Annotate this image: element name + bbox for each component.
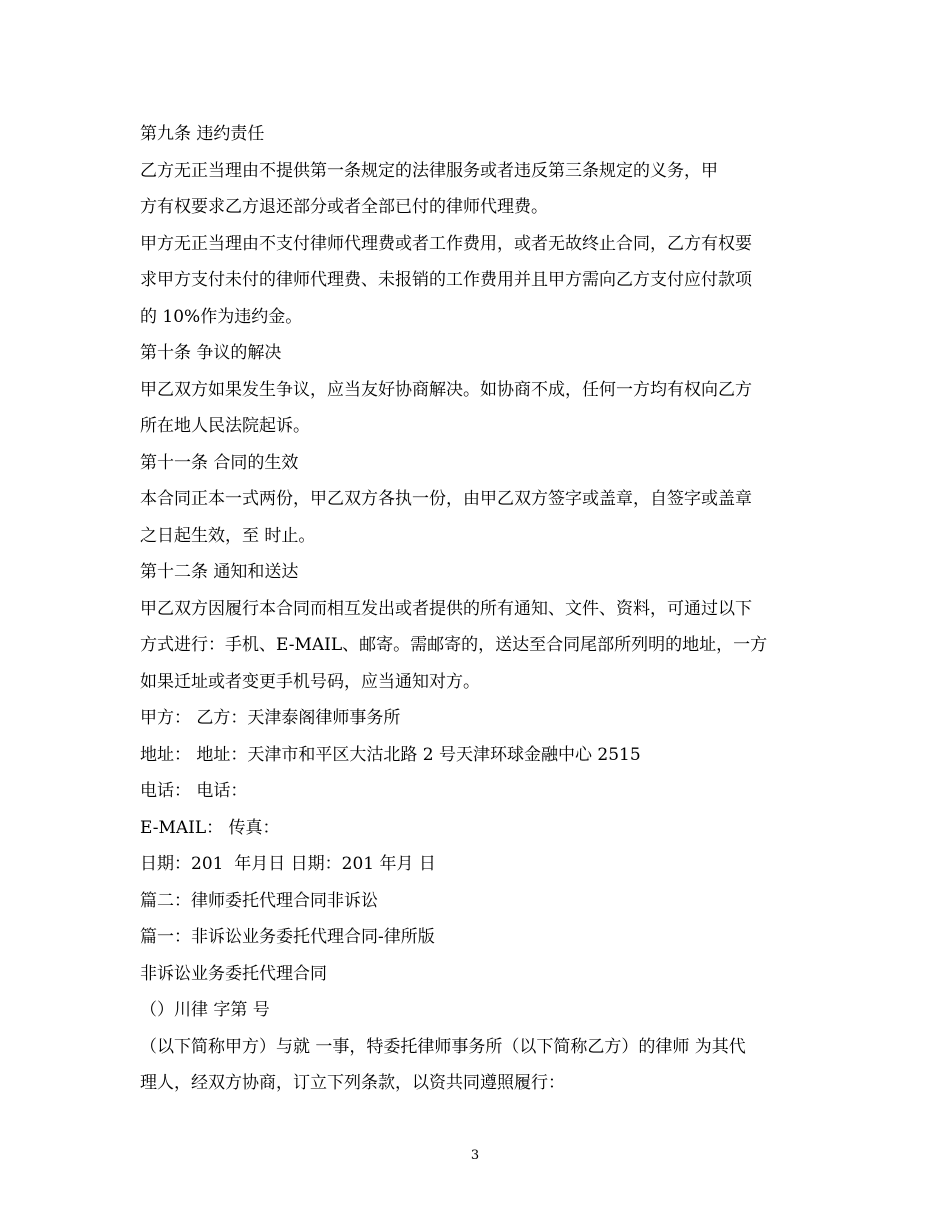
contract-title: 非诉讼业务委托代理合同 xyxy=(140,963,327,984)
phone-line: 电话： 电话： xyxy=(140,781,248,801)
paragraph-line: 求甲方支付未付的律师代理费、未报销的工作费用并且甲方需向乙方支付应付款项 xyxy=(140,270,752,290)
section-title: 篇二：律师委托代理合同非诉讼 xyxy=(140,890,378,911)
heading-article-9: 第九条 违约责任 xyxy=(140,124,265,144)
paragraph-line: 本合同正本一式两份，甲乙双方各执一份，由甲乙双方签字或盖章，自签字或盖章 xyxy=(140,489,752,509)
paragraph-line: 方有权要求乙方退还部分或者全部已付的律师代理费。 xyxy=(140,197,548,217)
paragraph-line: 乙方无正当理由不提供第一条规定的法律服务或者违反第三条规定的义务，甲 xyxy=(140,160,718,181)
page-number: 3 xyxy=(470,1148,480,1163)
paragraph-line: 甲乙双方因履行本合同而相互发出或者提供的所有通知、文件、资料，可通过以下 xyxy=(140,598,752,619)
paragraph-line: 如果迁址或者变更手机号码，应当通知对方。 xyxy=(140,671,480,692)
email-fax-line: E-MAIL： 传真： xyxy=(140,817,280,838)
section-title: 篇一：非诉讼业务委托代理合同-律所版 xyxy=(140,927,435,947)
document-body xyxy=(140,116,820,1102)
party-line: 甲方： 乙方：天津泰阁律师事务所 xyxy=(140,708,401,728)
paragraph-line: 甲乙双方如果发生争议，应当友好协商解决。如协商不成，任何一方均有权向乙方 xyxy=(140,379,752,400)
date-line: 日期：201 年月日 日期：201 年月 日 xyxy=(140,854,436,874)
paragraph-line: 方式进行：手机、E-MAIL、邮寄。需邮寄的，送达至合同尾部所列明的地址，一方 xyxy=(140,635,768,655)
paragraph-line: 甲方无正当理由不支付律师代理费或者工作费用，或者无故终止合同，乙方有权要 xyxy=(140,233,752,254)
contract-number: （）川律 字第 号 xyxy=(140,1000,270,1020)
heading-article-10: 第十条 争议的解决 xyxy=(140,343,282,363)
paragraph-line: 理人，经双方协商，订立下列条款，以资共同遵照履行： xyxy=(140,1073,565,1093)
address-line: 地址： 地址：天津市和平区大沽北路 2 号天津环球金融中心 2515 xyxy=(140,744,641,765)
paragraph-line: 的 10%作为违约金。 xyxy=(140,306,303,327)
heading-article-12: 第十二条 通知和送达 xyxy=(140,562,299,582)
paragraph-line: 所在地人民法院起诉。 xyxy=(140,416,310,436)
paragraph-line: （以下简称甲方）与就 一事，特委托律师事务所（以下简称乙方）的律师 为其代 xyxy=(140,1036,746,1057)
paragraph-line: 之日起生效，至 时止。 xyxy=(140,525,316,546)
heading-article-11: 第十一条 合同的生效 xyxy=(140,452,299,473)
